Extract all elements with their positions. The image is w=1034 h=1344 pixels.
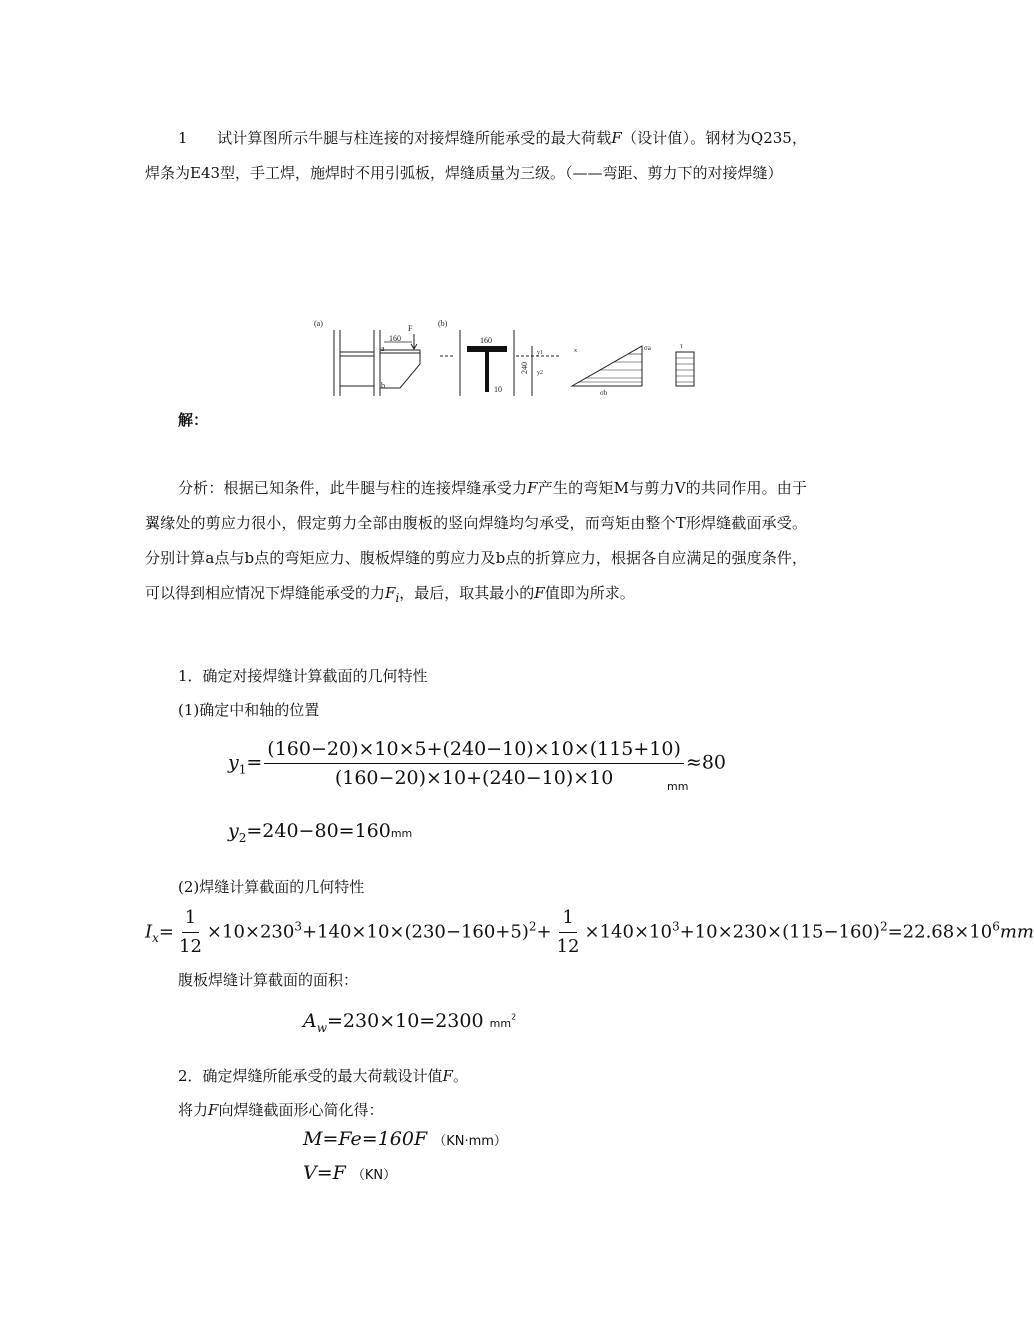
- problem-number: 1: [178, 129, 188, 147]
- equation-Aw: $A_w=230\times 10=2300$ $mm^2$: [303, 1010, 517, 1035]
- fig-label-a: (a): [314, 319, 323, 328]
- fig-b-flange: [467, 346, 507, 352]
- step1-2-heading: (2)焊缝计算截面的几何特性: [178, 878, 365, 896]
- fig-tau: τ: [680, 342, 683, 350]
- y1-unit: mm: [667, 780, 689, 793]
- y1-numerator: (160−20)×10×5+(240−10)×10×(115+10): [264, 737, 684, 764]
- equation-V: V=F （KN）: [303, 1162, 397, 1184]
- equation-M: M=Fe=160F （KN·mm）: [303, 1128, 507, 1150]
- step1-1-heading: (1)确定中和轴的位置: [178, 701, 320, 719]
- fig-a-force: F: [408, 324, 413, 333]
- simplify-text: 将力F向焊缝截面形心简化得：: [178, 1101, 384, 1119]
- web-area-label: 腹板焊缝计算截面的面积：: [178, 971, 359, 989]
- fig-b-y1: y1: [537, 350, 543, 356]
- solution-heading: 解：: [178, 411, 209, 429]
- fig-label-b: (b): [438, 319, 448, 328]
- fig-a-point-a: a: [381, 344, 385, 353]
- fig-b-web: [485, 352, 489, 392]
- fig-b-y2: y2: [537, 370, 543, 376]
- step2-heading: 2．确定焊缝所能承受的最大荷载设计值F。: [178, 1067, 468, 1085]
- equation-y1: $y_1=$ $\frac{(160-20)\times 10\times 5+(240-10)\times 10\times(115+10)}{(160-20)\times 10+(240-10)\times 10}$ ≈80: [228, 738, 727, 789]
- fig-b-dim-160: 160: [480, 336, 492, 345]
- fig-stress-diagram: [572, 346, 642, 386]
- fig-sigma-a: σa: [644, 344, 651, 352]
- fig-b-x-axis: x: [574, 348, 577, 354]
- fig-a-dim-160: 160: [389, 334, 401, 343]
- fig-b-dim-240: 240: [520, 362, 529, 374]
- step1-heading: 1．确定对接焊缝计算截面的几何特性: [178, 667, 428, 685]
- fig-b-dim-10: 10: [494, 385, 502, 394]
- problem-statement: 1 试计算图所示牛腿与柱连接的对接焊缝所能承受的最大荷载F（设计值）。钢材为Q235，焊条为E43型，手工焊，施焊时不用引弧板，焊缝质量为三级。（——弯距、剪力下的对接焊缝）: [145, 129, 807, 182]
- fig-shear-diagram: [676, 352, 694, 386]
- fig-a-point-b: b: [381, 381, 385, 390]
- equation-Ix: $I_x=$ $\frac{1}{12}$ $\times 10\times 230^3+140\times 10\times(230-160+5)^2+$ $\frac{1}{12}$ $\times 140\times 10^3+10\times 230\times(115-160)^2=22.68\times 10^6mm$: [145, 907, 1034, 957]
- bracket-weld-figure: [310, 316, 710, 396]
- analysis-paragraph: 分析：根据已知条件，此牛腿与柱的连接焊缝承受力F产生的弯矩M与剪力V的共同作用。由于翼缘处的剪应力很小，假定剪力全部由腹板的竖向焊缝均匀承受，而弯矩由整个T形焊缝截面承受。分别计算a点与b点的弯矩应力、腹板焊缝的剪应力及b点的折算应力，根据各自应满足的强度条件，可以得到相应情况下焊缝能承受的力$F_i$，最后，取其最小的F值即为所求。: [145, 479, 807, 605]
- fig-sigma-b: σb: [600, 389, 608, 397]
- fig-a-column: [334, 330, 380, 396]
- equation-y2: $y_2=240-80=160mm$: [228, 820, 413, 845]
- y1-denominator: (160−20)×10+(240−10)×10: [334, 767, 614, 789]
